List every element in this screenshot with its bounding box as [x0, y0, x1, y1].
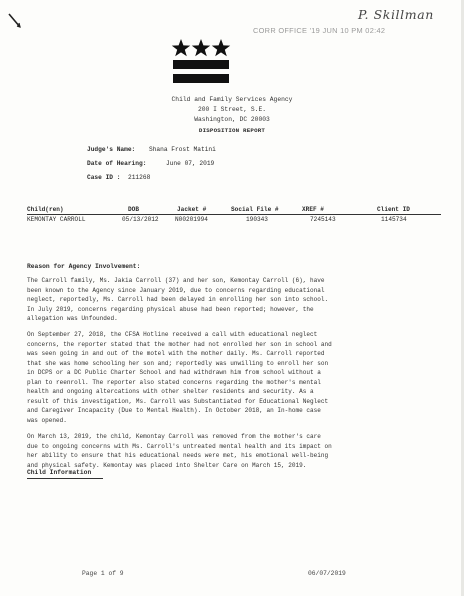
footer-date: 06/07/2019: [308, 570, 346, 577]
received-stamp: CORR OFFICE '19 JUN 10 PM 02:42: [253, 26, 386, 35]
cell-child-name: KEMONTAY CARROLL: [27, 216, 86, 223]
reason-paragraph-2: On September 27, 2018, the CFSA Hotline received a call with educational neglect concerns, the reporter stated that the mother had not enrolled her son in school and was seen going in and out of the motel with the mother daily. Ms. Carroll reported that she was home schooling her son and; reportedly was unwilling to enroll her son in DCPS or a DC Public Charter School and had withdrawn him from school without a plan to reenroll. The reporter also stated concerns regarding the mother's mental health and ongoing altercations with other shelter residents and security. As a result of this investigation, Ms. Carroll was Substantiated for Educational Neglect and Caregiver Incapacity (Due to Mental Health). In October 2018, an In-home case was opened.: [27, 331, 332, 424]
case-id-line: [87, 173, 150, 183]
col-header-social-file: Social File #: [231, 206, 279, 213]
agency-name: Child and Family Services Agency: [171, 96, 293, 103]
report-title: DISPOSITION REPORT: [198, 127, 266, 134]
agency-address: [0, 95, 464, 125]
case-label: Case ID :: [87, 174, 121, 181]
case-value: 211268: [128, 174, 151, 181]
judge-name-line: [87, 145, 216, 155]
cell-social-file: 190343: [246, 216, 268, 223]
hearing-label: Date of Hearing:: [87, 160, 147, 167]
reason-section-title: Reason for Agency Involvement:: [27, 263, 141, 270]
reason-paragraph-1: The Carroll family, Ms. Jakia Carroll (37) and her son, Kemontay Carroll (6), have been known to the Agency since January 2019, due to concerns regarding educational neglect, reportedly, Ms. Carroll had been delayed in enrolling her son into school. In July 2019, concerns regarding physical abuse had been reported; however, the allegation was Unfounded.: [27, 277, 329, 323]
col-header-jacket: Jacket #: [177, 206, 207, 213]
corner-scan-mark: [8, 12, 22, 30]
judge-label: Judge's Name:: [87, 146, 136, 153]
hearing-value: June 07, 2019: [166, 160, 215, 167]
col-header-xref: XREF #: [302, 206, 324, 213]
hearing-date-line: [87, 159, 214, 169]
judge-value: Shana Frost Matini: [149, 146, 216, 153]
cell-dob: 05/13/2012: [122, 216, 159, 223]
col-header-dob: DOB: [128, 206, 139, 213]
page-number: Page 1 of 9: [82, 570, 124, 577]
child-information-title: Child Information: [27, 469, 92, 476]
reason-paragraph-3: On March 13, 2019, the child, Kemontay Carroll was removed from the mother's care due to ongoing concerns with Ms. Carroll's untreated mental health and its impact on her ability to ensure that his educational needs were met, his emotional well-being and physical safety. Kemontay was placed into Shelter Care on March 15, 2019.: [27, 433, 332, 469]
col-header-client-id: Client ID: [377, 206, 410, 213]
col-header-children: Child(ren): [27, 206, 64, 213]
cell-xref: 7245143: [310, 216, 336, 223]
child-information-underline: [27, 478, 103, 479]
cell-jacket: N00201994: [175, 216, 208, 223]
cell-client-id: 1145734: [381, 216, 407, 223]
dc-flag-logo: [171, 38, 231, 90]
handwritten-signature: P. Skillman: [358, 7, 434, 22]
agency-city: Washington, DC 20003: [194, 116, 270, 123]
agency-street: 200 I Street, S.E.: [197, 106, 267, 113]
table-header-rule: [27, 214, 441, 215]
